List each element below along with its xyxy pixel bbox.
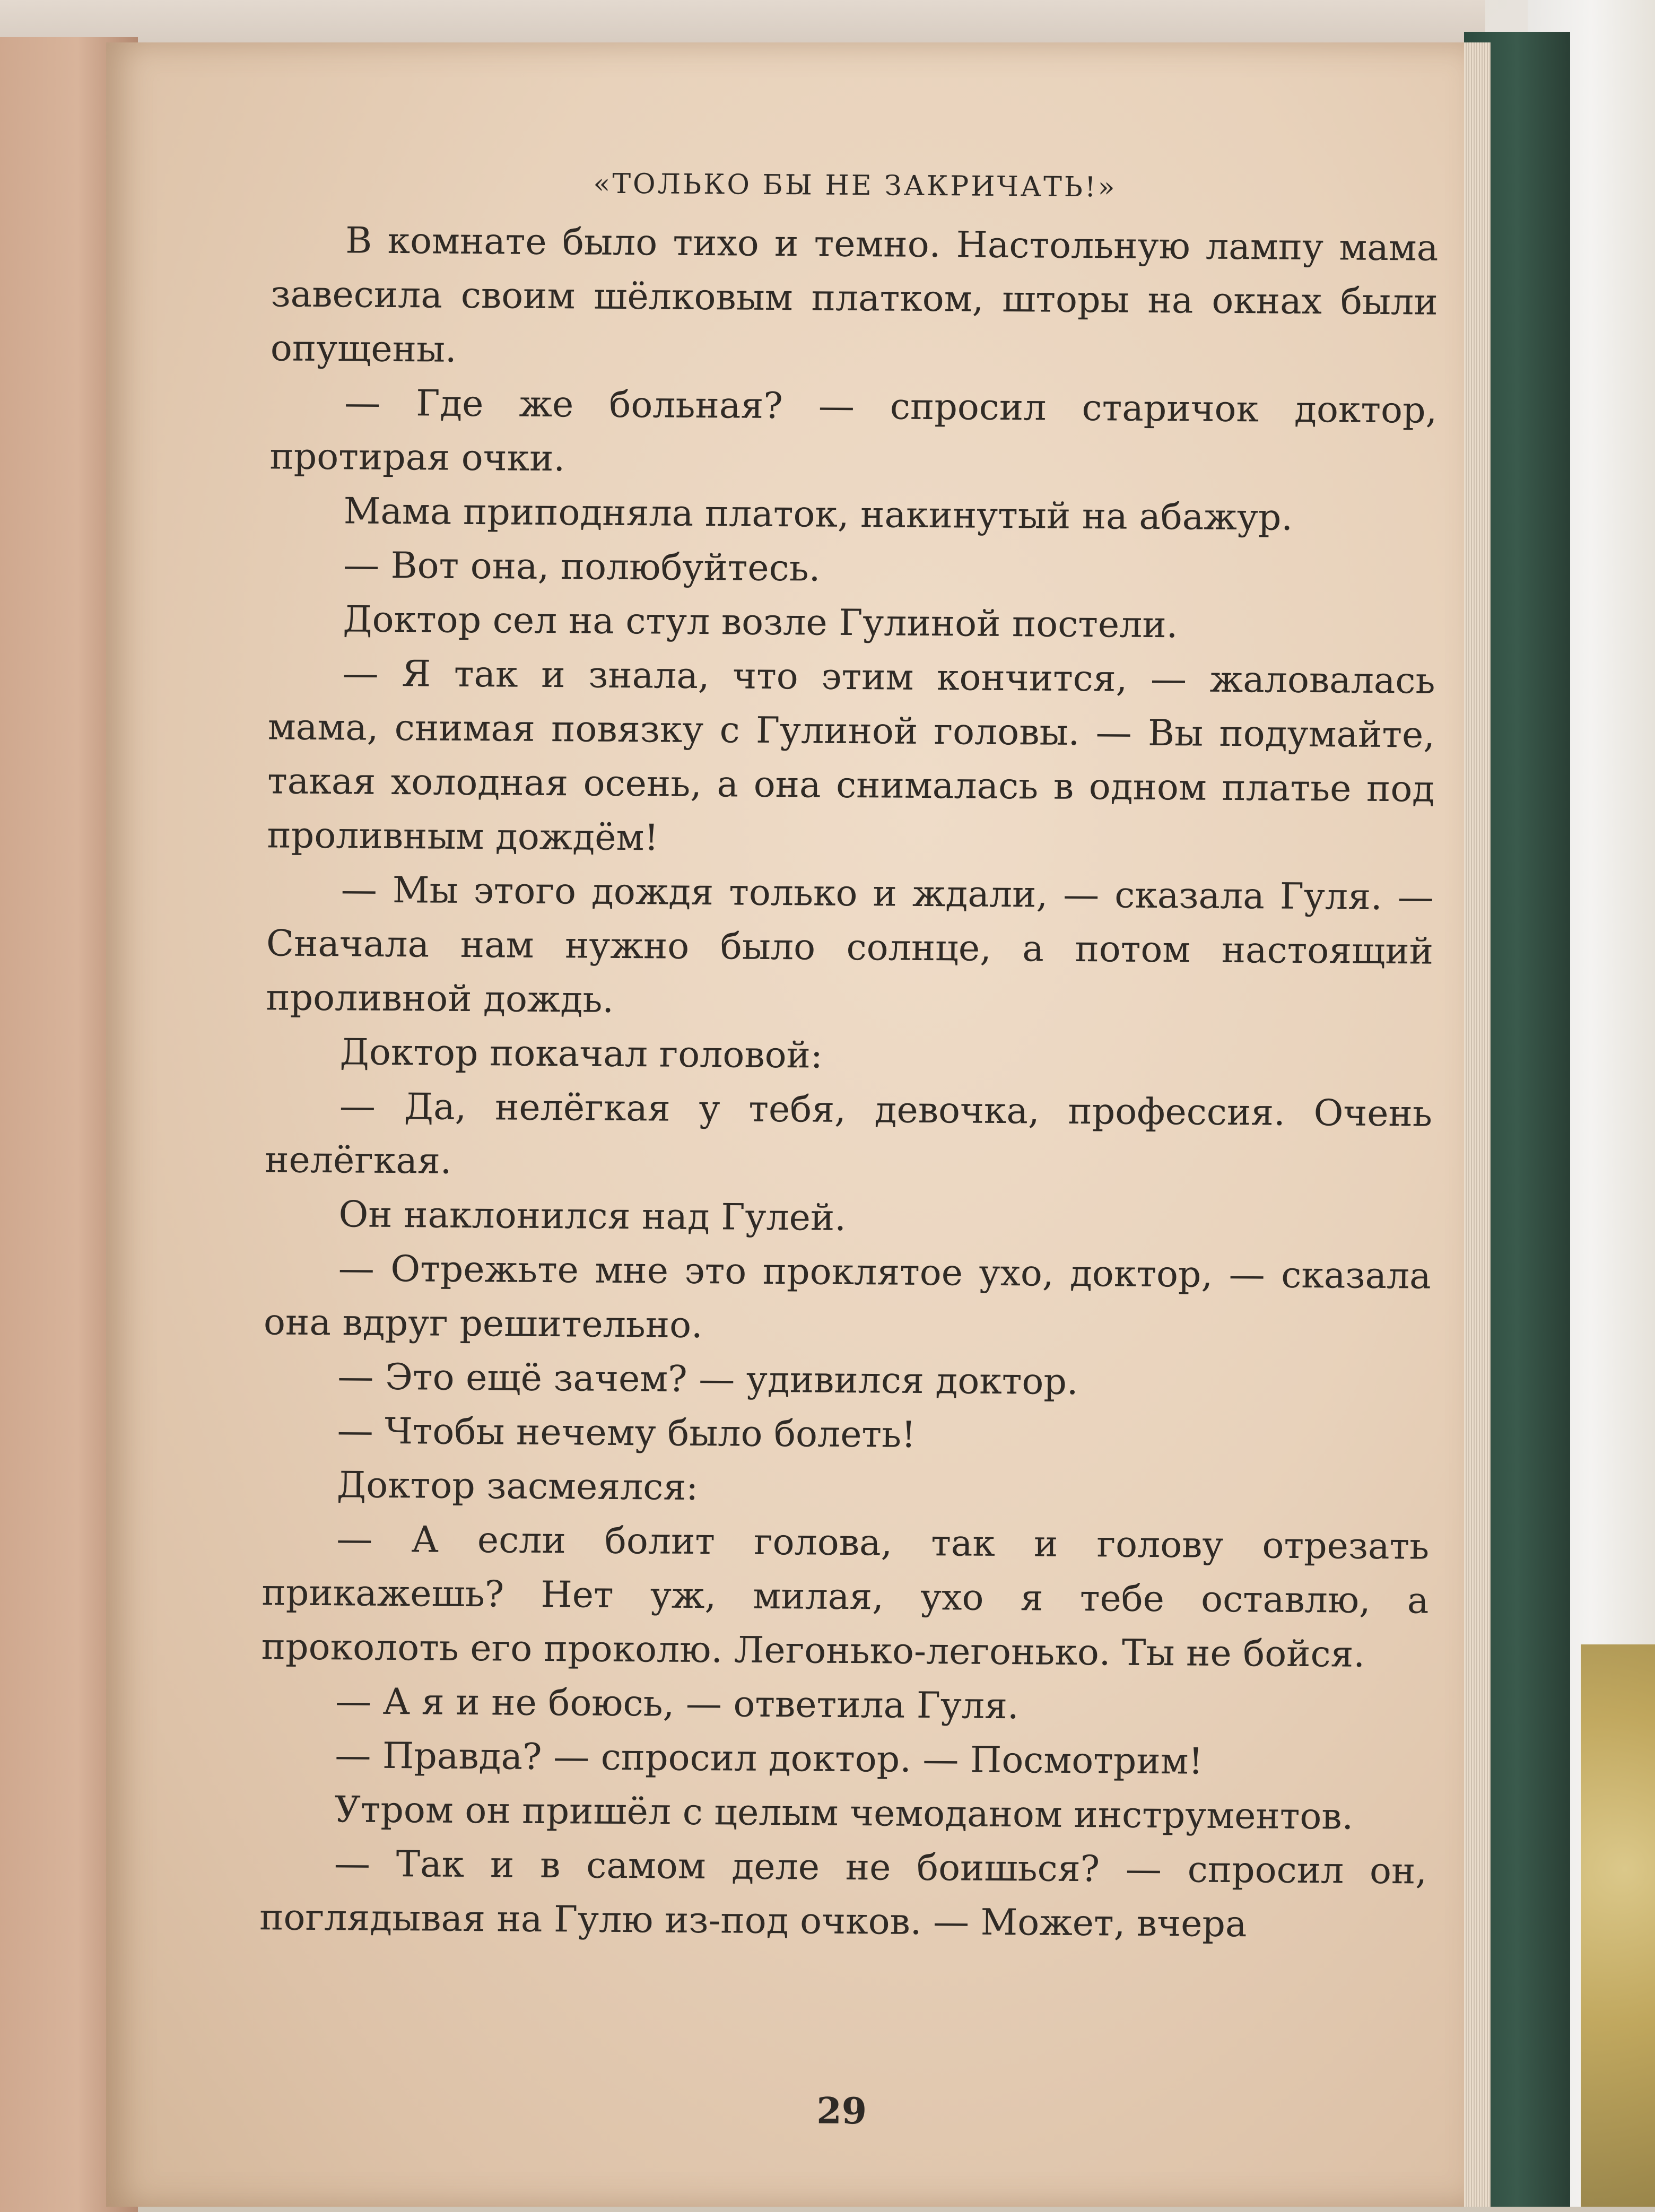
paragraph: Доктор сел на стул возле Гулиной постели. [343,598,1178,647]
book-page [106,42,1464,2207]
paragraph: — А если болит голова, так и голову отрезать прикажешь? Нет уж, милая, ухо я тебе оставлю, а проколоть его проколю. Легонько-легонько. Ты не бойся. [261,1518,1430,1676]
paragraph: Доктор покачал головой: [339,1031,823,1077]
paragraph: — Я так и знала, что этим кончится, — жаловалась мама, снимая повязку с Гулиной головы. — Вы подумайте, такая холодная осень, а она снималась в одном платье под проливным дождём! [267,652,1435,859]
paragraph: В комнате было тихо и темно. Настольную лампу мама завесила своим шёлковым платком, шторы на окнах были опущены. [270,220,1439,371]
text-block [258,38,1440,2210]
paragraph: — Это ещё зачем? — удивился доктор. [337,1356,1078,1404]
paragraph: — Чтобы нечему было болеть! [337,1410,916,1456]
paragraph: — Так и в самом деле не боишься? — спросил он, поглядывая на Гулю из-под очков. — Может, вчера [259,1843,1427,1946]
paragraph: — Отрежьте мне это проклятое ухо, доктор, — сказала она вдруг решительно. [263,1248,1432,1347]
paragraph: — Где же больная? — спросил старичок доктор, протирая очки. [269,382,1438,480]
page-number: 29 [816,2089,867,2133]
paragraph: — Да, нелёгкая у тебя, девочка, профессия. Очень нелёгкая. [264,1085,1433,1182]
paragraph: — А я и не боюсь, — ответила Гуля. [335,1680,1019,1728]
paragraph: Утром он пришёл с целым чемоданом инструментов. [334,1789,1354,1838]
page-body [259,213,1439,2025]
paragraph: Он наклонился над Гулей. [338,1194,847,1239]
gold-cloth [1581,1644,1655,2207]
running-heading: «ТОЛЬКО БЫ НЕ ЗАКРИЧАТЬ!» [593,168,1117,204]
paragraph: — Правда? — спросил доктор. — Посмотрим! [335,1735,1204,1783]
paragraph: Мама приподняла платок, накинутый на абажур. [343,490,1293,539]
paragraph: — Мы этого дождя только и ждали, — сказала Гуля. — Сначала нам нужно было солнце, а потом настоящий проливной дождь. [266,869,1434,1021]
paragraph: — Вот она, полюбуйтесь. [343,544,821,590]
paragraph: Доктор засмеялся: [336,1464,699,1509]
